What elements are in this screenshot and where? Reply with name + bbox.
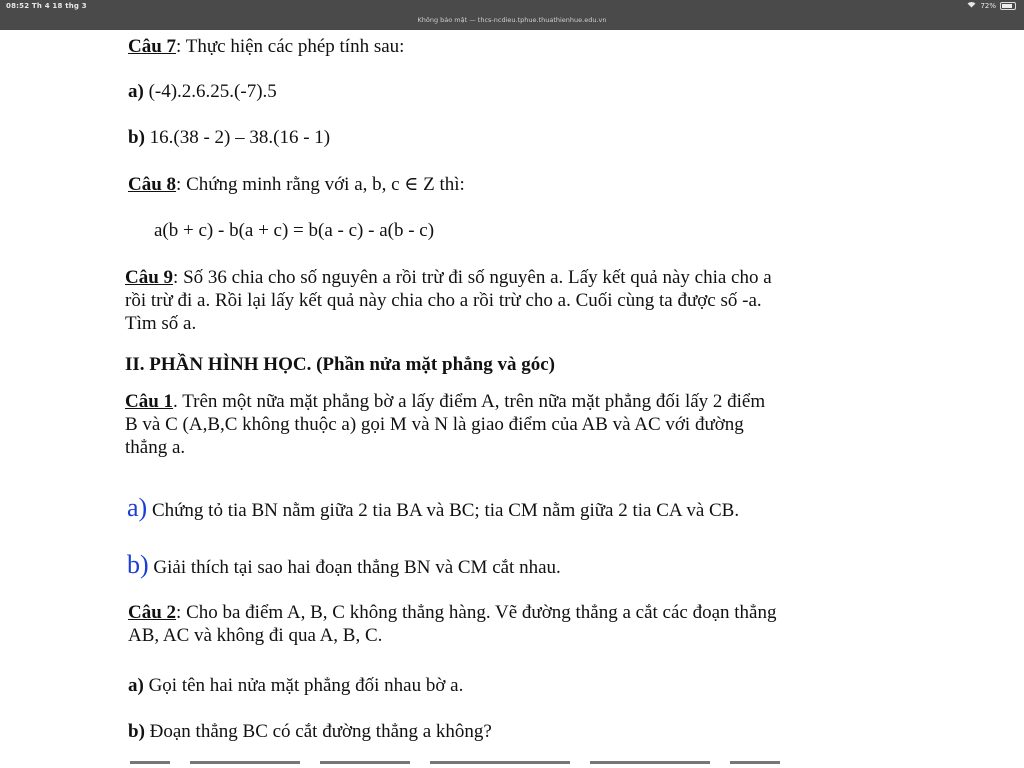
question-7-label: Câu 7: [128, 36, 177, 57]
question-7b-text: 16.(38 - 2) – 38.(16 - 1): [144, 127, 331, 148]
status-indicators: [967, 1, 1016, 10]
document-page: [0, 30, 1024, 768]
geometry-question-2b-label: b): [128, 721, 145, 742]
address-url[interactable]: Không bảo mật — thcs-ncdieu.tphue.thuathienhue.edu.vn: [417, 16, 607, 24]
geometry-question-2a: [128, 675, 463, 697]
geometry-question-2-line-2: AB, AC và không đi qua A, B, C.: [128, 625, 383, 646]
question-8-label: Câu 8: [128, 174, 177, 195]
wifi-icon: [967, 1, 976, 10]
question-9: [125, 266, 925, 335]
question-9-line-3: Tìm số a.: [125, 313, 197, 334]
geometry-question-2b-text: Đoạn thẳng BC có cắt đường thẳng a không?: [144, 721, 492, 742]
battery-icon: [1000, 2, 1016, 10]
question-8-formula: a(b + c) - b(a + c) = b(a - c) - a(b - c): [154, 220, 435, 241]
geometry-question-1-label: Câu 1: [125, 391, 174, 412]
status-bar: [0, 0, 1024, 30]
question-7a-label: a): [128, 81, 144, 102]
question-7a-text: (-4).2.6.25.(-7).5: [143, 81, 277, 102]
question-9-line-2: rồi trừ đi a. Rồi lại lấy kết quả này chia cho a rồi trừ cho a. Cuối cùng ta được số -a.: [125, 290, 762, 311]
question-9-line-1: : Số 36 chia cho số nguyên a rồi trừ đi số nguyên a. Lấy kết quả này chia cho a: [173, 267, 772, 288]
geometry-question-1-line-3: thẳng a.: [125, 437, 186, 458]
geometry-question-2b: [128, 721, 492, 743]
geometry-question-2a-label: a): [128, 675, 144, 696]
question-9-label: Câu 9: [125, 267, 174, 288]
next-line-cutoff: [130, 761, 790, 765]
geometry-question-1b: [127, 551, 561, 582]
battery-percent: 72%: [980, 1, 996, 10]
geometry-question-1b-text: Giải thích tại sao hai đoạn thẳng BN và CM cắt nhau.: [148, 557, 561, 578]
section-heading-geometry: II. PHẦN HÌNH HỌC. (Phần nửa mặt phẳng và góc): [125, 354, 555, 375]
geometry-question-2-line-1: : Cho ba điểm A, B, C không thẳng hàng. Vẽ đường thẳng a cắt các đoạn thẳng: [176, 602, 777, 623]
geometry-question-1-line-2: B và C (A,B,C không thuộc a) gọi M và N là giao điểm của AB và AC với đường: [125, 414, 744, 435]
geometry-question-1a-label: a): [127, 493, 148, 522]
question-7: [128, 36, 404, 58]
question-8-text: : Chứng minh rằng với a, b, c ∈ Z thì:: [176, 174, 465, 195]
geometry-question-1a: [127, 494, 739, 525]
geometry-question-1-line-1: . Trên một nữa mặt phẳng bờ a lấy điểm A, trên nữa mặt phẳng đối lấy 2 điểm: [173, 391, 766, 412]
question-7a: [128, 81, 277, 103]
geometry-question-1a-text: Chứng tỏ tia BN nằm giữa 2 tia BA và BC; tia CM nằm giữa 2 tia CA và CB.: [147, 500, 740, 521]
geometry-question-1: [125, 390, 925, 459]
geometry-question-2-label: Câu 2: [128, 602, 177, 623]
question-8: [128, 174, 465, 196]
question-7b-label: b): [128, 127, 145, 148]
question-7-text: : Thực hiện các phép tính sau:: [176, 36, 405, 57]
geometry-question-2a-text: Gọi tên hai nửa mặt phẳng đối nhau bờ a.: [143, 675, 464, 696]
geometry-question-2: [128, 601, 928, 647]
status-time: 08:52 Th 4 18 thg 3: [6, 2, 87, 10]
geometry-question-1b-label: b): [127, 550, 149, 579]
question-7b: [128, 127, 330, 149]
